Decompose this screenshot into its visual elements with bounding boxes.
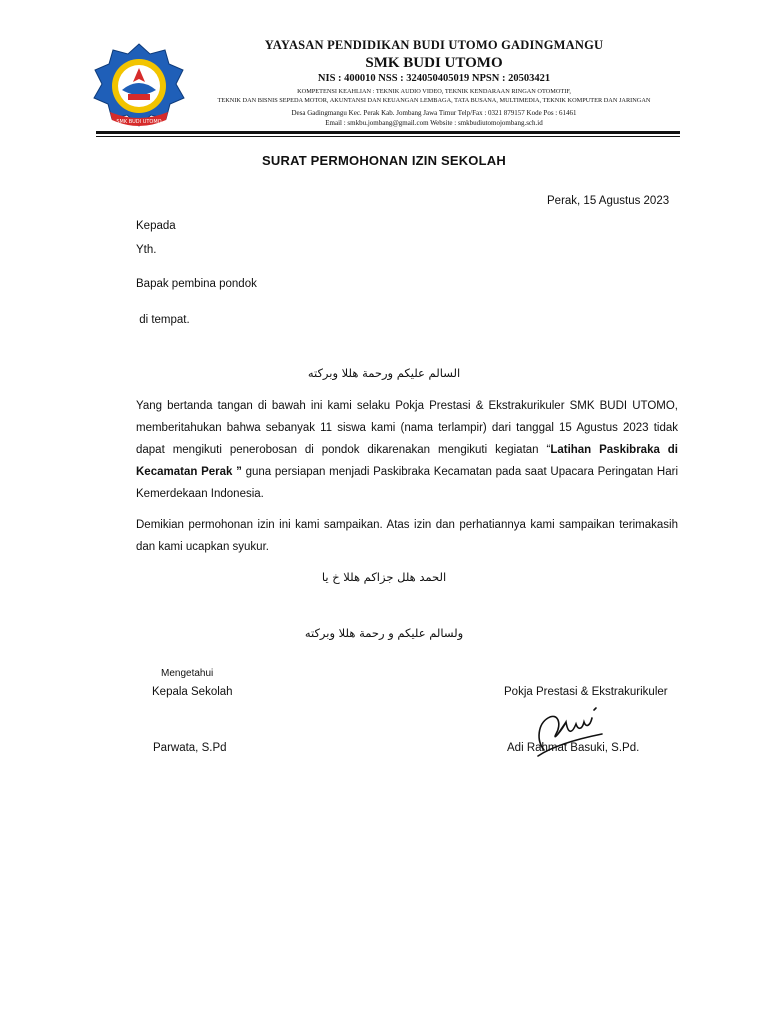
school-name: SMK BUDI UTOMO xyxy=(365,55,503,71)
school-identifiers: NIS : 400010 NSS : 324050405019 NPSN : 20503421 xyxy=(317,73,551,84)
body-paragraph-1 xyxy=(92,395,678,505)
school-address: Desa Gadingmangu Kec. Perak Kab. Jombang Jawa Timur Telp/Fax : 0321 879157 Kode Pos : 61461 xyxy=(291,109,577,117)
place-date: Perak, 15 Agustus 2023 xyxy=(547,195,670,207)
header-rule-thick xyxy=(96,131,680,134)
foundation-name: YAYASAN PENDIDIKAN BUDI UTOMO GADINGMANGU xyxy=(264,38,604,52)
body-1-text-b: guna persiapan menjadi Paskibraka Kecamatan pada saat Upacara Peringatan Hari Kemerdekaan Indonesia. xyxy=(136,466,678,500)
body-paragraph-2 xyxy=(92,514,678,558)
body-1-text-a: Yang bertanda tangan di bawah ini kami selaku Pokja Prestasi & Ekstrakurikuler SMK BUDI UTOMO, memberitahukan bahwa sebanyak 11 siswa kami (nama terlampir) dari tanggal 15 Agustus 2023 tidak dapat mengikuti penerobosan di pondok dikarenakan mengikuti kegiatan “ xyxy=(136,400,678,456)
known-by: Mengetahui xyxy=(161,668,214,679)
right-signer-name: Adi Rahmat Basuki, S.Pd. xyxy=(507,742,640,754)
logo-ribbon-text: SMK BUDI UTOMO xyxy=(116,119,162,125)
hamdalah-arabic: الحمد هلل جزاكم هللا خ يا xyxy=(321,570,447,584)
left-signer-role: Kepala Sekolah xyxy=(152,686,233,698)
recipient-location: di tempat. xyxy=(136,314,190,326)
closing-arabic: ولسالم عليكم و رحمة هللا وبركته xyxy=(304,626,464,640)
left-signer-name: Parwata, S.Pd xyxy=(153,742,227,754)
competency-line-1: KOMPETENSI KEAHLIAN : TEKNIK AUDIO VIDEO, TEKNIK KENDARAAN RINGAN OTOMOTIF, xyxy=(297,88,571,95)
right-signer-role: Pokja Prestasi & Ekstrakurikuler xyxy=(504,686,668,698)
body-2-text: Demikian permohonan izin ini kami sampaikan. Atas izin dan perhatiannya kami sampaikan terimakasih dan kami ucapkan syukur. xyxy=(136,519,678,553)
greeting-arabic: السالم عليكم ورحمة هللا وبركته xyxy=(307,366,461,380)
salutation-to: Kepada xyxy=(136,220,176,232)
header-rule-thin xyxy=(96,136,680,137)
competency-line-2: TEKNIK DAN BISNIS SEPEDA MOTOR, AKUNTANSI DAN KEUANGAN LEMBAGA, TATA BUSANA, MULTIMEDIA, TEKNIK KOMPUTER DAN JARINGAN xyxy=(217,97,651,104)
letter-title: SURAT PERMOHONAN IZIN SEKOLAH xyxy=(262,153,506,168)
school-logo xyxy=(92,42,187,134)
salutation-yth: Yth. xyxy=(136,244,157,256)
recipient: Bapak pembina pondok xyxy=(136,278,257,290)
school-contact: Email : smkbu.jombang@gmail.com Website : smkbudiutomojombang.sch.id xyxy=(325,119,543,127)
body-1-activity: Latihan Paskibraka di Kecamatan Perak ” xyxy=(136,444,678,478)
